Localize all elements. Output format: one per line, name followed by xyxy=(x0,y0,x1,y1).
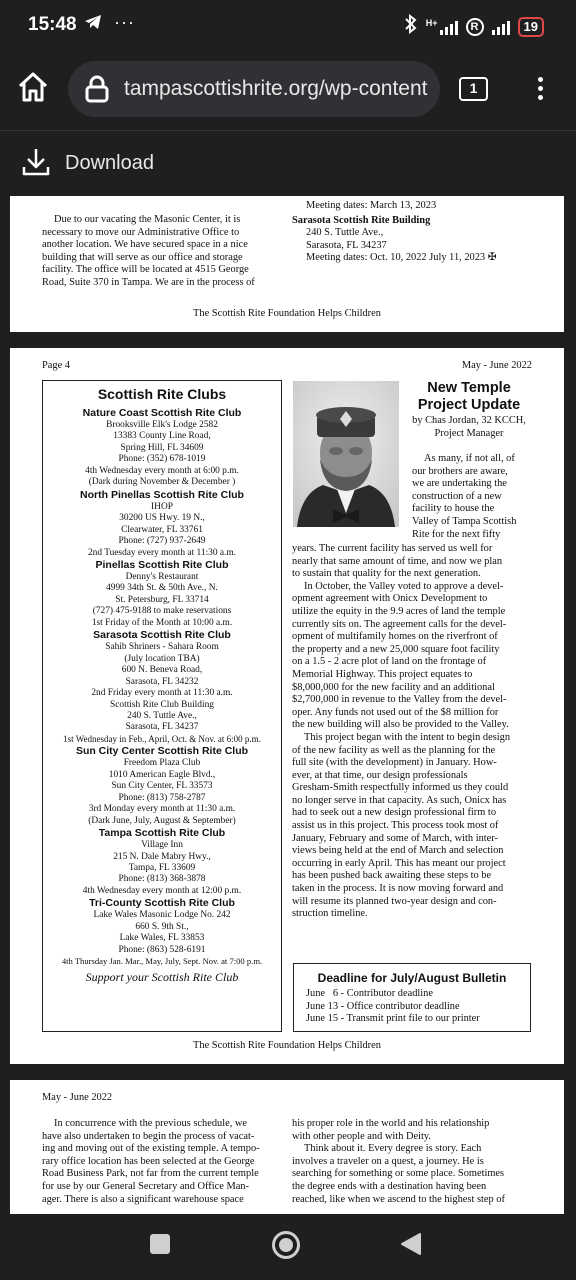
article-byline: by Chas Jordan, 32 KCCH, xyxy=(412,415,526,426)
text-line: the new building will also be provided to the Valley. xyxy=(292,719,509,731)
club-name: Nature Coast Scottish Rite Club xyxy=(82,407,242,419)
text-line: facility. The office will be located at 4515 George xyxy=(42,264,249,276)
text-line: Think about it. Every degree is story. Each xyxy=(304,1143,482,1155)
network-type: H+ xyxy=(425,17,438,28)
text-line: Memorial Highway. This project equates to xyxy=(292,668,473,680)
club-line: Phone: (352) 678-1019 xyxy=(118,454,206,465)
club-line: IHOP xyxy=(151,501,173,512)
text-line: nearly that same amount of time, and now we plan xyxy=(292,555,503,567)
page-date: May - June 2022 xyxy=(42,1092,113,1103)
deadline-item: June 6 - Contributor deadline xyxy=(306,988,433,999)
article-body xyxy=(292,543,540,921)
text-line: January, February and some of March, with inter- xyxy=(292,832,499,844)
club-line: St. Petersburg, FL 33714 xyxy=(115,594,209,605)
back-button[interactable] xyxy=(400,1232,422,1261)
roaming-icon: R xyxy=(466,18,484,36)
text-line: will resume its planned two-year design and con- xyxy=(292,895,497,907)
text-line: taken in the process. It is now moving forward and xyxy=(292,883,504,895)
text-line: Due to our vacating the Masonic Center, it is xyxy=(54,214,241,225)
deadline-item: June 13 - Office contributor deadline xyxy=(306,1000,460,1012)
club-line: (Dark June, July, August & September) xyxy=(88,815,236,826)
club-line: Village Inn xyxy=(141,840,183,851)
text-line: another location. We have secured space in a nice xyxy=(42,239,248,251)
text-line: to sustain that quality for the next generation. xyxy=(292,568,481,580)
text-line: opment agreement with Onicx Development to xyxy=(292,593,488,605)
club-line: Sahib Shriners - Sahara Room xyxy=(105,642,219,653)
page-footer: The Scottish Rite Foundation Helps Children xyxy=(193,308,381,319)
page-date: May - June 2022 xyxy=(461,360,532,371)
club-line: 4th Wednesday every month at 6:00 p.m. xyxy=(85,465,239,476)
text-line: of the new facility as well as the planning for the xyxy=(292,744,496,756)
club-line: 1st Friday of the Month at 10:00 a.m. xyxy=(91,617,233,628)
home-button[interactable] xyxy=(272,1231,300,1259)
building-meeting-dates: Meeting dates: Oct. 10, 2022 July 11, 2023 xyxy=(306,252,486,264)
deadline-box xyxy=(293,963,531,1032)
text-line: $8,000,000 for the new facility and an additional xyxy=(292,681,495,693)
clubs-footer: Support your Scottish Rite Club xyxy=(85,969,239,984)
club-line: Phone: (727) 937-2649 xyxy=(118,536,206,547)
text-line: ager. There is also a significant warehouse space xyxy=(42,1193,244,1205)
degree-story-column xyxy=(292,1118,540,1206)
building-title: Sarasota Scottish Rite Building xyxy=(292,214,431,226)
text-line: his proper role in the world and his relationship xyxy=(292,1118,490,1129)
text-line: has been pushed back awaiting these steps to be xyxy=(292,870,492,882)
url-text[interactable]: tampascottishrite.org/wp-content xyxy=(124,77,428,100)
club-line: Clearwater, FL 33761 xyxy=(121,524,203,535)
club-line: 4999 34th St. & 50th Ave., N. xyxy=(106,583,218,594)
club-line: 2nd Tuesday every month at 11:30 a.m. xyxy=(87,547,237,558)
club-name: Pinellas Scottish Rite Club xyxy=(95,558,229,571)
text-line: no longer serve in that capacity. As such, Onicx has xyxy=(292,794,507,806)
text-line: facility to house the xyxy=(412,503,495,515)
club-line: 30200 US Hwy. 19 N., xyxy=(119,513,205,524)
article-heading xyxy=(402,380,536,440)
text-line: the degree ends with a destination having been xyxy=(292,1180,487,1192)
ornament-icon: ✠ xyxy=(487,252,497,264)
text-line: rary office location has been selected at the George xyxy=(42,1155,255,1167)
article-intro xyxy=(412,453,536,541)
club-line: Lake Wales Masonic Lodge No. 242 xyxy=(93,910,231,921)
text-line: our brothers are aware, xyxy=(412,465,508,477)
club-line: Tampa, FL 33609 xyxy=(128,862,196,873)
text-line: Valley of Tampa Scottish xyxy=(412,515,517,527)
club-line: 660 S. 9th St., xyxy=(135,921,189,932)
club-name: North Pinellas Scottish Rite Club xyxy=(80,488,244,501)
building-city: Sarasota, FL 34237 xyxy=(306,239,387,251)
club-entry xyxy=(43,897,281,967)
signal-icon-2 xyxy=(492,19,510,35)
club-line: 2nd Friday every month at 11:30 a.m. xyxy=(91,688,233,699)
text-line: the property and a new 25,000 square foot facility xyxy=(292,643,500,655)
club-line: Lake Wales, FL 33853 xyxy=(119,933,205,944)
club-line: 215 N. Dale Mabry Hwy., xyxy=(113,851,211,862)
text-line: have also undertaken to begin the process of vacat- xyxy=(42,1130,255,1142)
club-name: Sarasota Scottish Rite Club xyxy=(93,629,231,642)
text-line: full site (with the development) in January. How- xyxy=(292,757,497,769)
article-title: New Temple xyxy=(427,380,511,396)
club-line: Freedom Plaza Club xyxy=(123,758,201,769)
text-line: had to seek out a new design professional firm to xyxy=(292,807,497,819)
status-time: 15:48 xyxy=(28,14,77,35)
article-byline-role: Project Manager xyxy=(434,427,504,439)
club-line: 3rd Monday every month at 11:30 a.m. xyxy=(88,804,236,815)
text-line: As many, if not all, of xyxy=(424,453,515,464)
text-line: reached, like when we ascend to the highest step of xyxy=(292,1193,505,1205)
club-line: (Dark during November & December ) xyxy=(88,477,236,488)
club-line: Phone: (863) 528-6191 xyxy=(118,944,206,955)
club-entry xyxy=(43,745,281,827)
browser-toolbar xyxy=(0,52,576,128)
club-line: 13383 County Line Road, xyxy=(113,431,211,442)
pdf-page-3 xyxy=(10,196,564,332)
text-line: Gresham-Smith respectfully informed us they could xyxy=(292,782,509,794)
text-line: for use by our General Secretary and Office Man- xyxy=(42,1180,249,1192)
club-entry xyxy=(43,629,281,745)
text-line: construction of a new xyxy=(412,490,502,502)
article-title: Project Update xyxy=(417,397,521,413)
clubs-title: Scottish Rite Clubs xyxy=(97,386,227,402)
text-line: involves a traveler on a quest, a journey. He is xyxy=(292,1155,484,1167)
more-notifications-icon: ··· xyxy=(114,12,135,32)
text-line: on a 1.5 - 2 acre plot of land on the frontage of xyxy=(292,656,487,668)
meeting-column xyxy=(292,200,554,265)
club-line: Sarasota, FL 34232 xyxy=(125,676,199,687)
text-line: In October, the Valley voted to approve a devel- xyxy=(304,580,504,592)
bluetooth-icon xyxy=(404,14,418,39)
text-line: currently sits on. The agreement calls for the devel- xyxy=(292,618,507,630)
temple-move-column xyxy=(42,1118,280,1206)
club-entry xyxy=(43,407,281,489)
text-line: ever, at that time, our design professionals xyxy=(292,769,468,781)
telegram-icon xyxy=(84,14,102,35)
text-line: searching for something or some place. Sometimes xyxy=(292,1168,505,1180)
text-line: with other people and with Deity. xyxy=(292,1130,431,1142)
club-line: Phone: (813) 758-2787 xyxy=(118,792,206,803)
text-line: assist us in this project. This process took most of xyxy=(292,820,499,832)
text-line: $2,700,000 in revenue to the Valley from the devel- xyxy=(292,694,507,706)
club-line: 4th Wednesday every month at 12:00 p.m. xyxy=(82,885,242,896)
more-menu-icon[interactable] xyxy=(530,74,550,108)
club-line: (July location TBA) xyxy=(124,653,200,664)
text-line: we are undertaking the xyxy=(412,478,507,490)
club-line: Scottish Rite Club Building xyxy=(110,699,214,710)
text-line: oper. Any funds not used out of the $8 million for xyxy=(292,706,499,718)
office-move-column xyxy=(42,214,280,290)
text-line: years. The current facility has served us well for xyxy=(292,543,493,554)
text-line: ing and moving out of the existing temple. A tempo- xyxy=(42,1143,260,1155)
text-line: In concurrence with the previous schedule, we xyxy=(54,1118,248,1129)
club-name: Tri-County Scottish Rite Club xyxy=(89,897,235,910)
club-line: Denny's Restaurant xyxy=(125,571,199,582)
text-line: Road, Suite 370 in Tampa. We are in the process of xyxy=(42,276,255,288)
club-line: 1st Wednesday in Feb., April, Oct. & Nov. at 6:00 p.m. xyxy=(63,733,261,744)
club-line: (727) 475-9188 to make reservations xyxy=(92,606,232,617)
system-nav-bar xyxy=(0,1214,576,1280)
club-line: 600 N. Beneva Road, xyxy=(121,665,203,676)
meeting-dates-top: Meeting dates: March 13, 2023 xyxy=(306,200,437,211)
club-entry xyxy=(43,827,281,897)
text-line: opment of multifamily homes on the riverfront of xyxy=(292,631,498,643)
text-line: views being held at the end of March and selection xyxy=(292,845,504,857)
text-line: occurring in early April. This has meant our project xyxy=(292,857,506,869)
battery-icon: 19 xyxy=(518,17,544,37)
clubs-box xyxy=(42,380,282,1032)
club-entry xyxy=(43,559,281,629)
club-entry xyxy=(43,489,281,559)
home-icon[interactable] xyxy=(16,70,50,104)
text-line: utilize the equity in the 9.9 acres of land the temple xyxy=(292,605,506,617)
author-portrait xyxy=(293,381,399,527)
building-address: 240 S. Tuttle Ave., xyxy=(306,227,384,239)
club-line: Sun City Center, FL 33573 xyxy=(111,781,213,792)
club-line: Spring Hill, FL 34609 xyxy=(120,442,204,453)
club-name: Tampa Scottish Rite Club xyxy=(98,827,226,840)
club-line: 1010 American Eagle Blvd., xyxy=(108,769,216,780)
text-line: struction timeline. xyxy=(292,908,368,920)
club-line: 4th Thursday Jan. Mar., May, July, Sept. Nov. at 7:00 p.m. xyxy=(61,956,263,967)
pdf-page-5 xyxy=(10,1080,564,1214)
signal-icon-1 xyxy=(440,19,458,35)
club-line: Phone: (813) 368-3878 xyxy=(118,874,206,885)
download-bar[interactable] xyxy=(0,130,576,196)
download-label[interactable]: Download xyxy=(65,152,154,174)
club-line: Sarasota, FL 34237 xyxy=(125,722,199,733)
text-line: This project began with the intent to begin design xyxy=(304,731,511,743)
text-line: Road Business Park, not far from the current temple xyxy=(42,1168,259,1180)
page-number: Page 4 xyxy=(42,360,70,371)
lock-icon[interactable] xyxy=(84,75,110,103)
status-bar xyxy=(0,0,576,52)
text-line: necessary to move our Administrative Office to xyxy=(42,226,240,238)
text-line: Rite for the next fifty xyxy=(412,528,501,540)
address-bar[interactable] xyxy=(68,61,440,117)
deadline-title: Deadline for July/August Bulletin xyxy=(317,971,507,985)
pdf-page-4 xyxy=(10,348,564,1064)
club-line: 240 S. Tuttle Ave., xyxy=(127,710,197,721)
club-name: Sun City Center Scottish Rite Club xyxy=(75,745,249,758)
download-icon xyxy=(22,147,50,177)
recent-apps-button[interactable] xyxy=(150,1234,170,1254)
deadline-item: June 15 - Transmit print file to our printer xyxy=(306,1013,480,1025)
club-line: Brooksville Elk's Lodge 2582 xyxy=(106,420,218,430)
text-line: building that will serve as our office and storage xyxy=(42,251,243,263)
tab-switcher-button[interactable]: 1 xyxy=(459,77,488,101)
page-footer: The Scottish Rite Foundation Helps Children xyxy=(193,1040,381,1051)
